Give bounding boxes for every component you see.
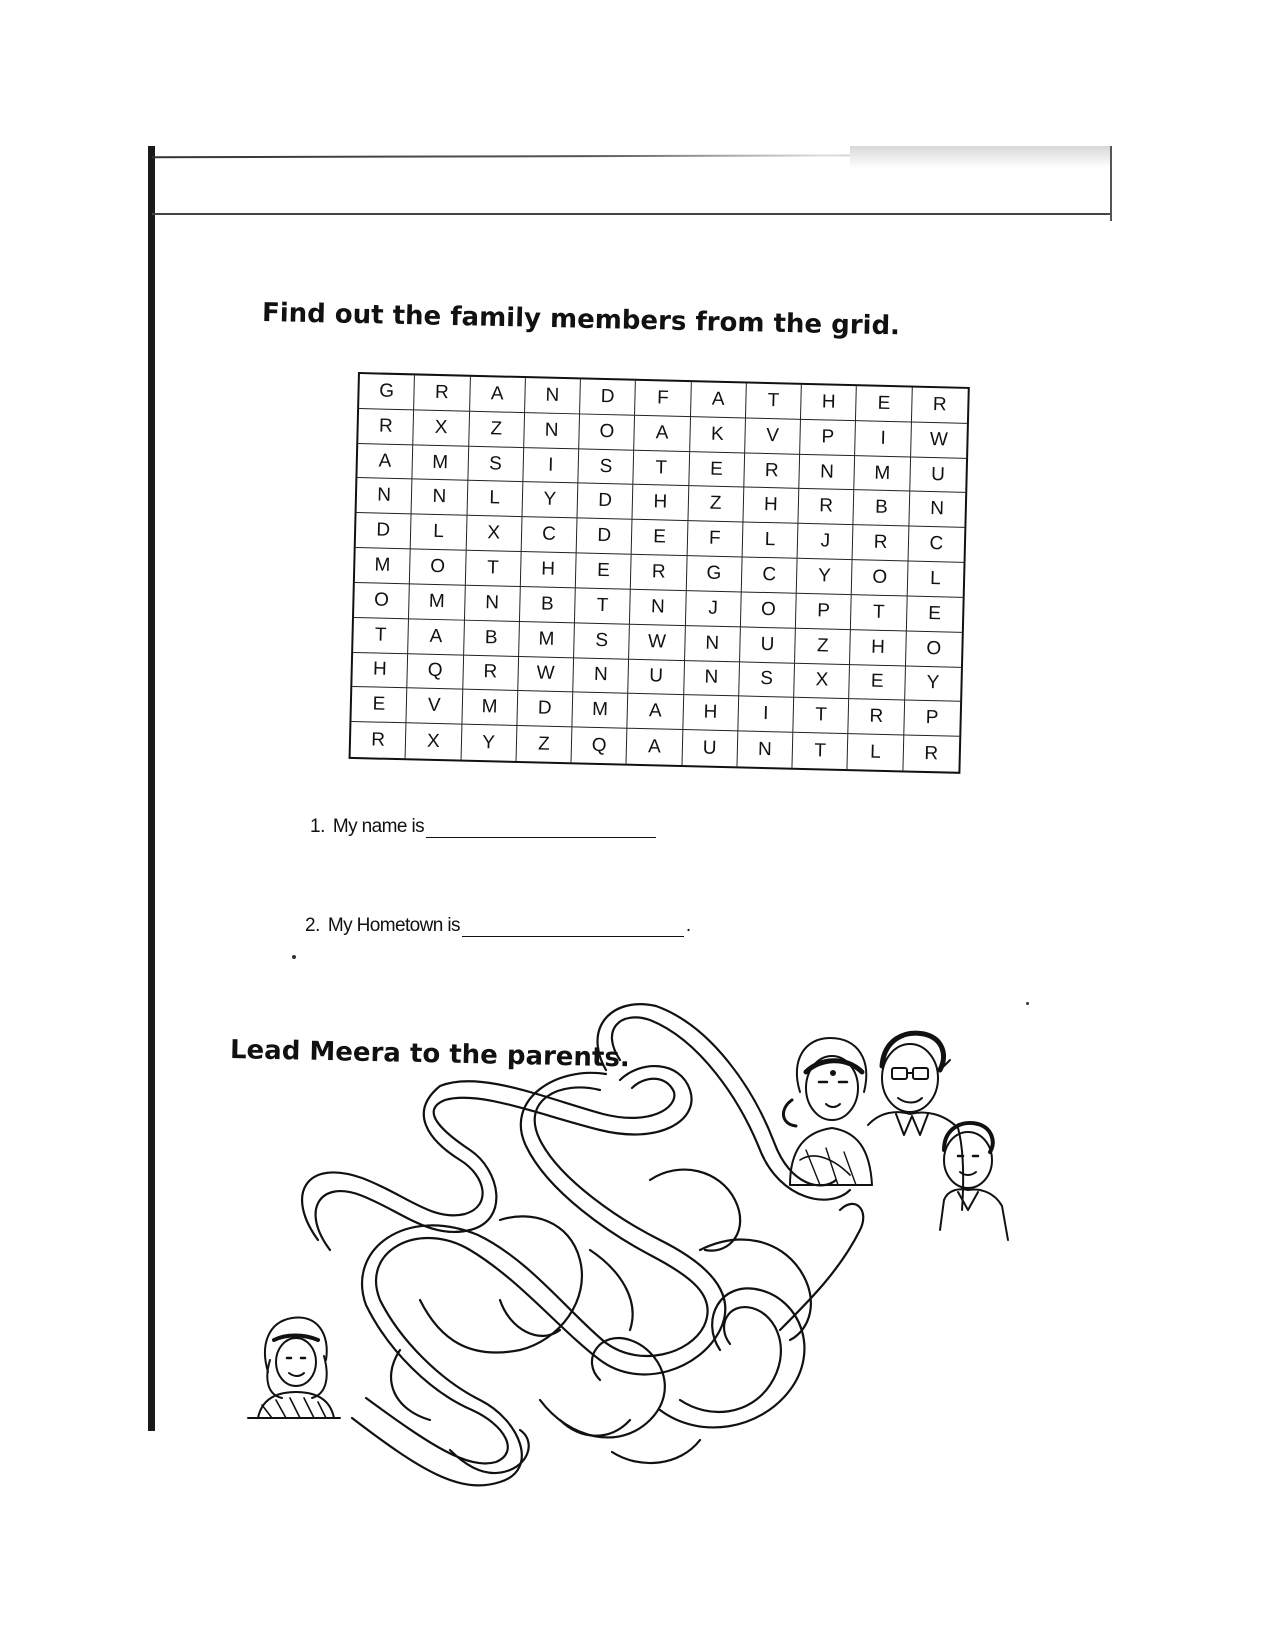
question-end: . <box>685 915 692 936</box>
grid-cell[interactable]: S <box>468 446 524 482</box>
grid-cell[interactable]: M <box>572 693 628 729</box>
grid-cell[interactable]: T <box>465 551 521 587</box>
grid-cell[interactable]: O <box>354 583 410 619</box>
grid-cell[interactable]: A <box>627 729 683 765</box>
grid-cell[interactable]: T <box>793 733 849 769</box>
grid-cell[interactable]: O <box>852 560 908 596</box>
section-heading-word-search: Find out the family members from the grid. <box>261 298 901 342</box>
grid-cell[interactable]: F <box>635 381 691 417</box>
grid-cell[interactable]: T <box>793 698 849 734</box>
grid-cell[interactable]: X <box>794 663 850 699</box>
grid-cell[interactable]: L <box>848 734 904 770</box>
grid-cell[interactable]: R <box>414 375 470 411</box>
grid-cell[interactable]: E <box>351 687 407 723</box>
grid-cell[interactable]: C <box>521 517 577 553</box>
grid-cell[interactable]: V <box>745 418 801 454</box>
grid-cell[interactable]: X <box>466 516 522 552</box>
grid-cell[interactable]: A <box>691 382 747 418</box>
grid-cell[interactable]: N <box>630 590 686 626</box>
grid-cell[interactable]: N <box>525 378 581 414</box>
grid-cell[interactable]: G <box>686 556 742 592</box>
grid-cell[interactable]: J <box>798 524 854 560</box>
grid-cell[interactable]: I <box>856 421 912 457</box>
grid-cell[interactable]: J <box>686 591 742 627</box>
grid-cell[interactable]: E <box>689 452 745 488</box>
grid-cell[interactable]: K <box>690 417 746 453</box>
grid-cell[interactable]: D <box>577 519 633 555</box>
grid-cell[interactable]: N <box>685 626 741 662</box>
grid-cell[interactable]: U <box>629 659 685 695</box>
grid-cell[interactable]: O <box>579 414 635 450</box>
question-text: My Hometown is <box>327 915 460 936</box>
parents-family-icon <box>783 1033 1008 1240</box>
grid-cell[interactable]: Q <box>408 654 464 690</box>
grid-cell[interactable]: E <box>907 596 963 632</box>
grid-cell[interactable]: R <box>853 525 909 561</box>
grid-cell[interactable]: P <box>796 594 852 630</box>
question-number: 1. <box>310 816 325 837</box>
grid-cell[interactable]: U <box>682 730 738 766</box>
grid-cell[interactable]: H <box>521 552 577 588</box>
grid-cell[interactable]: N <box>412 480 468 516</box>
grid-cell[interactable]: N <box>357 478 413 514</box>
grid-cell[interactable]: O <box>410 549 466 585</box>
grid-cell[interactable]: R <box>463 655 519 691</box>
grid-cell[interactable]: L <box>742 523 798 559</box>
grid-cell[interactable]: D <box>356 513 412 549</box>
grid-cell[interactable]: R <box>849 699 905 735</box>
grid-cell[interactable]: C <box>908 527 964 563</box>
grid-cell[interactable]: Z <box>516 726 572 762</box>
grid-cell[interactable]: H <box>633 485 689 521</box>
grid-cell[interactable]: P <box>800 420 856 456</box>
grid-cell[interactable]: M <box>519 622 575 658</box>
grid-cell[interactable]: E <box>632 520 688 556</box>
section-heading-maze: Lead Meera to the parents. <box>229 1035 631 1074</box>
grid-cell[interactable]: Z <box>795 628 851 664</box>
grid-cell[interactable]: Z <box>688 487 744 523</box>
grid-cell[interactable]: S <box>578 449 634 485</box>
grid-cell[interactable]: N <box>684 661 740 697</box>
meera-girl-icon <box>248 1318 340 1418</box>
grid-cell[interactable]: E <box>850 665 906 701</box>
grid-cell[interactable]: T <box>353 618 409 654</box>
grid-cell[interactable]: R <box>924 742 939 764</box>
grid-cell[interactable]: M <box>855 456 911 492</box>
grid-cell[interactable]: W <box>629 624 685 660</box>
grid-cell[interactable]: N <box>737 732 793 768</box>
grid-cell[interactable]: R <box>351 722 407 758</box>
grid-cell[interactable]: A <box>628 694 684 730</box>
grid-cell[interactable]: R <box>799 489 855 525</box>
grid-cell[interactable]: V <box>407 689 463 725</box>
grid-cell[interactable]: O <box>741 592 797 628</box>
maze-icon[interactable] <box>302 1004 863 1485</box>
grid-cell[interactable]: D <box>517 691 573 727</box>
grid-cell[interactable]: I <box>738 697 794 733</box>
grid-cell[interactable]: D <box>578 484 634 520</box>
grid-cell[interactable]: N <box>464 586 520 622</box>
grid-cell[interactable]: N <box>799 454 855 490</box>
grid-cell[interactable]: M <box>462 690 518 726</box>
grid-cell[interactable]: G <box>359 374 415 410</box>
grid-cell[interactable]: A <box>470 377 526 413</box>
grid-cell[interactable]: N <box>524 413 580 449</box>
grid-cell[interactable]: S <box>574 623 630 659</box>
grid-cell[interactable]: U <box>740 627 796 663</box>
grid-cell[interactable]: X <box>413 410 469 446</box>
grid-cell[interactable]: A <box>357 444 413 480</box>
grid-cell[interactable]: B <box>464 620 520 656</box>
grid-cell[interactable]: H <box>801 385 857 421</box>
grid-cell[interactable]: H <box>352 652 408 688</box>
grid-cell[interactable]: Y <box>905 666 961 702</box>
grid-cell[interactable]: R <box>744 453 800 489</box>
grid-cell[interactable]: I <box>523 448 579 484</box>
grid-cell[interactable]: Y <box>461 725 517 761</box>
grid-cell[interactable]: S <box>739 662 795 698</box>
grid-cell[interactable]: Q <box>572 728 628 764</box>
grid-cell[interactable]: R <box>631 555 687 591</box>
grid-cell[interactable]: L <box>467 481 523 517</box>
grid-cell[interactable]: H <box>683 695 739 731</box>
grid-cell[interactable]: L <box>907 562 963 598</box>
grid-cell[interactable]: M <box>409 584 465 620</box>
grid-cell[interactable]: T <box>575 588 631 624</box>
grid-cell[interactable]: X <box>406 723 462 759</box>
grid-cell[interactable]: F <box>687 521 743 557</box>
grid-cell[interactable]: M <box>355 548 411 584</box>
grid-cell[interactable]: T <box>746 384 802 420</box>
grid-cell[interactable]: R <box>358 409 414 445</box>
grid-cell[interactable]: Y <box>522 483 578 519</box>
grid-cell[interactable]: D <box>580 379 636 415</box>
grid-cell[interactable]: Y <box>797 559 853 595</box>
grid-cell[interactable]: P <box>904 701 960 737</box>
grid-cell[interactable]: U <box>910 457 966 493</box>
grid-cell[interactable]: A <box>635 416 691 452</box>
grid-cell[interactable]: A <box>408 619 464 655</box>
question-text: My name is <box>332 816 424 837</box>
question-number: 2. <box>305 915 320 936</box>
grid-cell[interactable]: N <box>573 658 629 694</box>
grid-cell[interactable]: L <box>411 515 467 551</box>
grid-cell[interactable]: M <box>413 445 469 481</box>
grid-cell[interactable]: H <box>743 488 799 524</box>
grid-cell[interactable]: O <box>906 631 962 667</box>
grid-cell[interactable]: Z <box>469 412 525 448</box>
grid-cell[interactable]: R <box>912 388 968 424</box>
grid-cell[interactable]: B <box>854 491 910 527</box>
grid-cell[interactable]: W <box>911 422 967 458</box>
grid-cell[interactable]: H <box>850 630 906 666</box>
grid-cell[interactable]: W <box>518 657 574 693</box>
grid-cell[interactable]: N <box>909 492 965 528</box>
grid-cell[interactable]: C <box>742 558 798 594</box>
grid-cell[interactable]: E <box>576 553 632 589</box>
grid-cell[interactable]: T <box>634 450 690 486</box>
grid-cell[interactable]: E <box>856 386 912 422</box>
grid-cell[interactable]: B <box>520 587 576 623</box>
grid-cell[interactable]: T <box>851 595 907 631</box>
